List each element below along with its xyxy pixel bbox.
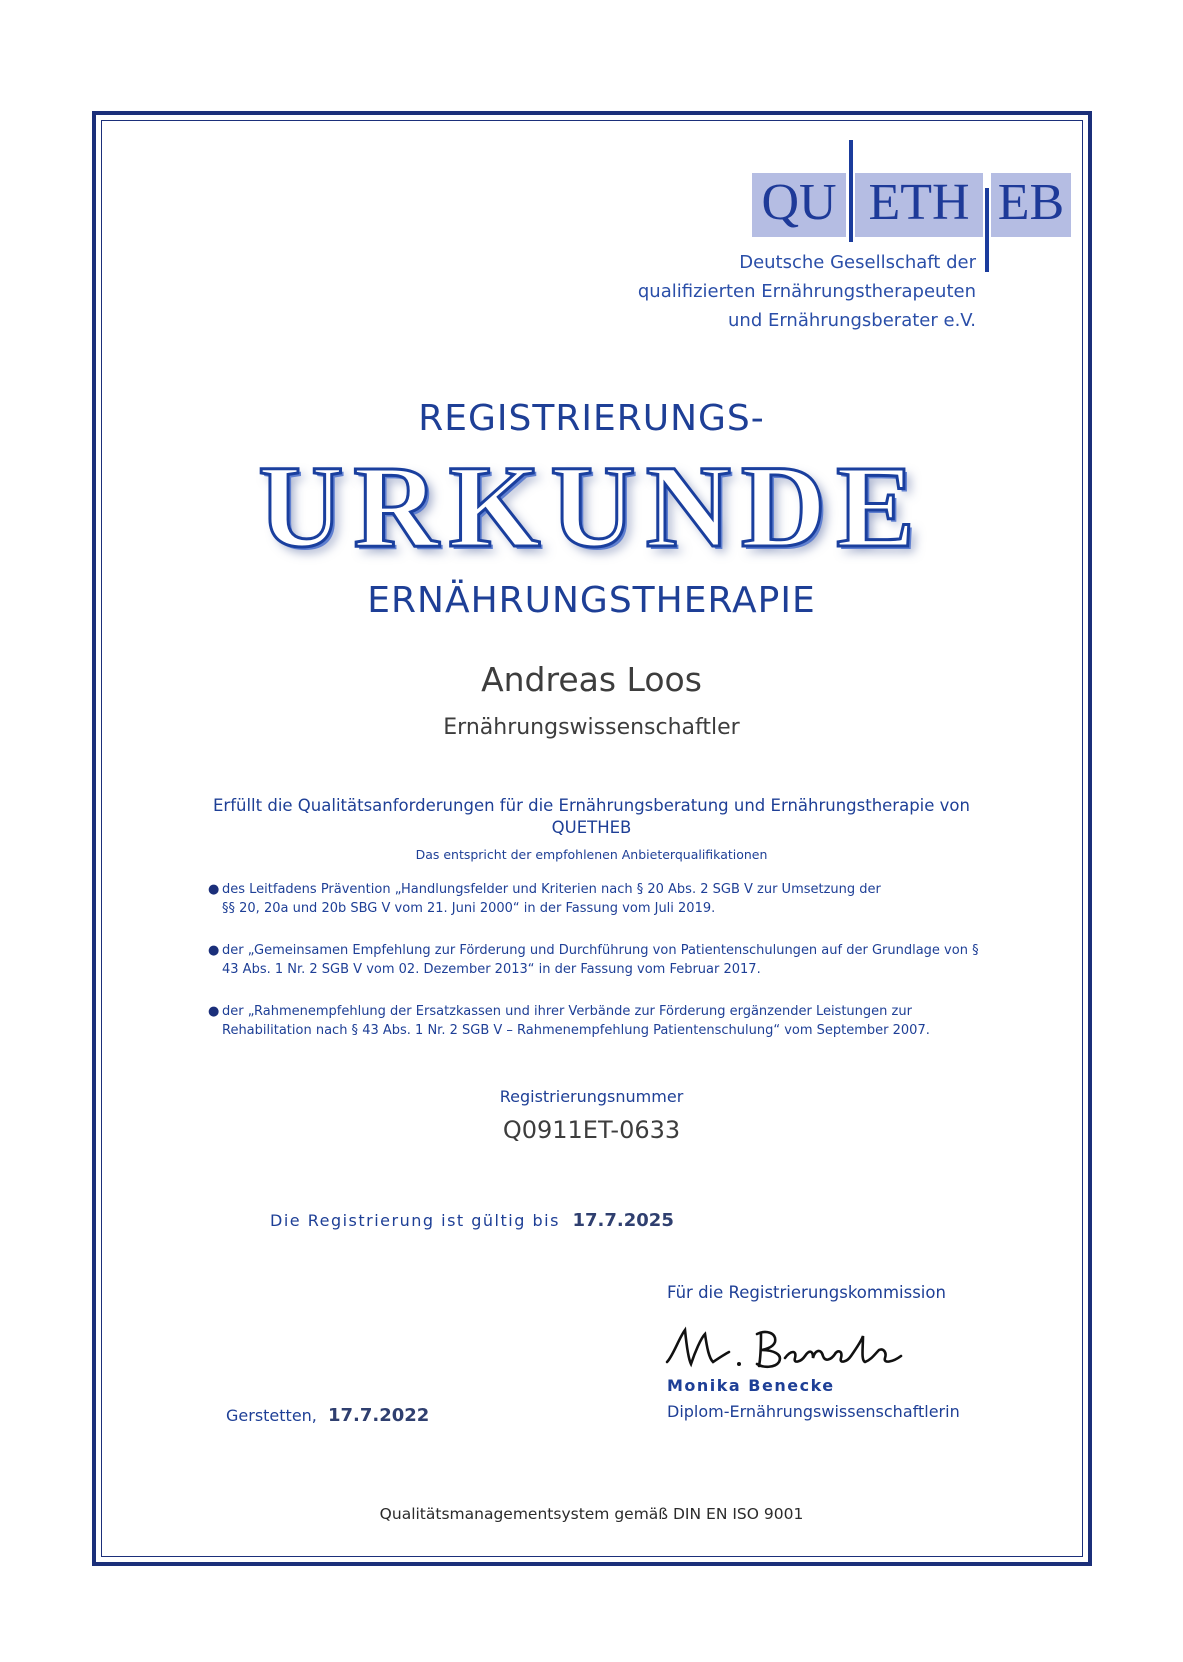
list-item-line: der „Rahmenempfehlung der Ersatzkassen und ihrer Verbände zur Förderung ergänzender Leistungen zur (222, 1004, 912, 1019)
statement (0, 795, 1183, 839)
logo-part-eb: EB (991, 173, 1071, 237)
recipient-title: Ernährungswissenschaftler (443, 715, 740, 740)
list-item (208, 941, 1008, 979)
registration-label: Registrierungsnummer (499, 1087, 684, 1106)
registration-number: Q0911ET-0633 (502, 1116, 681, 1144)
logo-bar-right (985, 188, 989, 272)
footer-iso-note: Qualitätsmanagementsystem gemäß DIN EN ISO 9001 (379, 1505, 804, 1523)
list-item-line: Rehabilitation nach § 43 Abs. 1 Nr. 2 SGB V – Rahmenempfehlung Patientenschulung“ vom September 2007. (222, 1023, 930, 1038)
place-city: Gerstetten, (226, 1406, 317, 1425)
bullet-icon: ● (208, 1004, 220, 1019)
validity (270, 1210, 674, 1231)
statement-line-1: Erfüllt die Qualitätsanforderungen für die Ernährungsberatung und Ernährungstherapie von (213, 796, 970, 815)
recipient-name: Andreas Loos (481, 660, 702, 699)
statement-line-2: QUETHEB (551, 818, 632, 837)
heading-registrierungs: REGISTRIERUNGS- (418, 398, 765, 439)
heading-urkunde: URKUNDE (258, 441, 925, 572)
statement-subline: Das entspricht der empfohlenen Anbieterqualifikationen (415, 847, 768, 862)
signer-title: Diplom-Ernährungswissenschaftlerin (667, 1402, 960, 1421)
place-and-date (226, 1405, 429, 1426)
list-item (208, 1002, 1008, 1040)
validity-text: Die Registrierung ist gültig bis (270, 1211, 560, 1230)
issue-date: 17.7.2022 (327, 1405, 430, 1426)
list-item-line: §§ 20, 20a und 20b SBG V vom 21. Juni 2000“ in der Fassung vom Juli 2019. (222, 901, 716, 916)
list-item-line: der „Gemeinsamen Empfehlung zur Förderung und Durchführung von Patientenschulungen auf der Grundlage von § (222, 943, 979, 958)
signer-name: Monika Benecke (667, 1376, 835, 1395)
org-name-line-1: Deutsche Gesellschaft der (739, 252, 976, 273)
org-name-line-2: qualifizierten Ernährungstherapeuten (637, 281, 976, 302)
bullet-icon: ● (208, 943, 220, 958)
logo-part-qu: QU (752, 173, 846, 237)
qualification-list (208, 880, 1008, 1063)
list-item (208, 880, 1008, 918)
org-name-line-3: und Ernährungsberater e.V. (728, 310, 976, 331)
list-item-line: des Leitfadens Prävention „Handlungsfelder und Kriterien nach § 20 Abs. 2 SGB V zur Umsetzung der (222, 882, 881, 897)
heading-ernaehrungstherapie: ERNÄHRUNGSTHERAPIE (367, 580, 816, 621)
handwritten-signature (665, 1320, 925, 1376)
list-item-line: 43 Abs. 1 Nr. 2 SGB V vom 02. Dezember 2013“ in der Fassung vom Februar 2017. (222, 962, 761, 977)
commission-label: Für die Registrierungskommission (667, 1283, 946, 1302)
logo-bar-left (849, 140, 853, 242)
validity-date: 17.7.2025 (572, 1210, 674, 1231)
bullet-icon: ● (208, 882, 220, 897)
logo-part-eth: ETH (855, 173, 983, 237)
